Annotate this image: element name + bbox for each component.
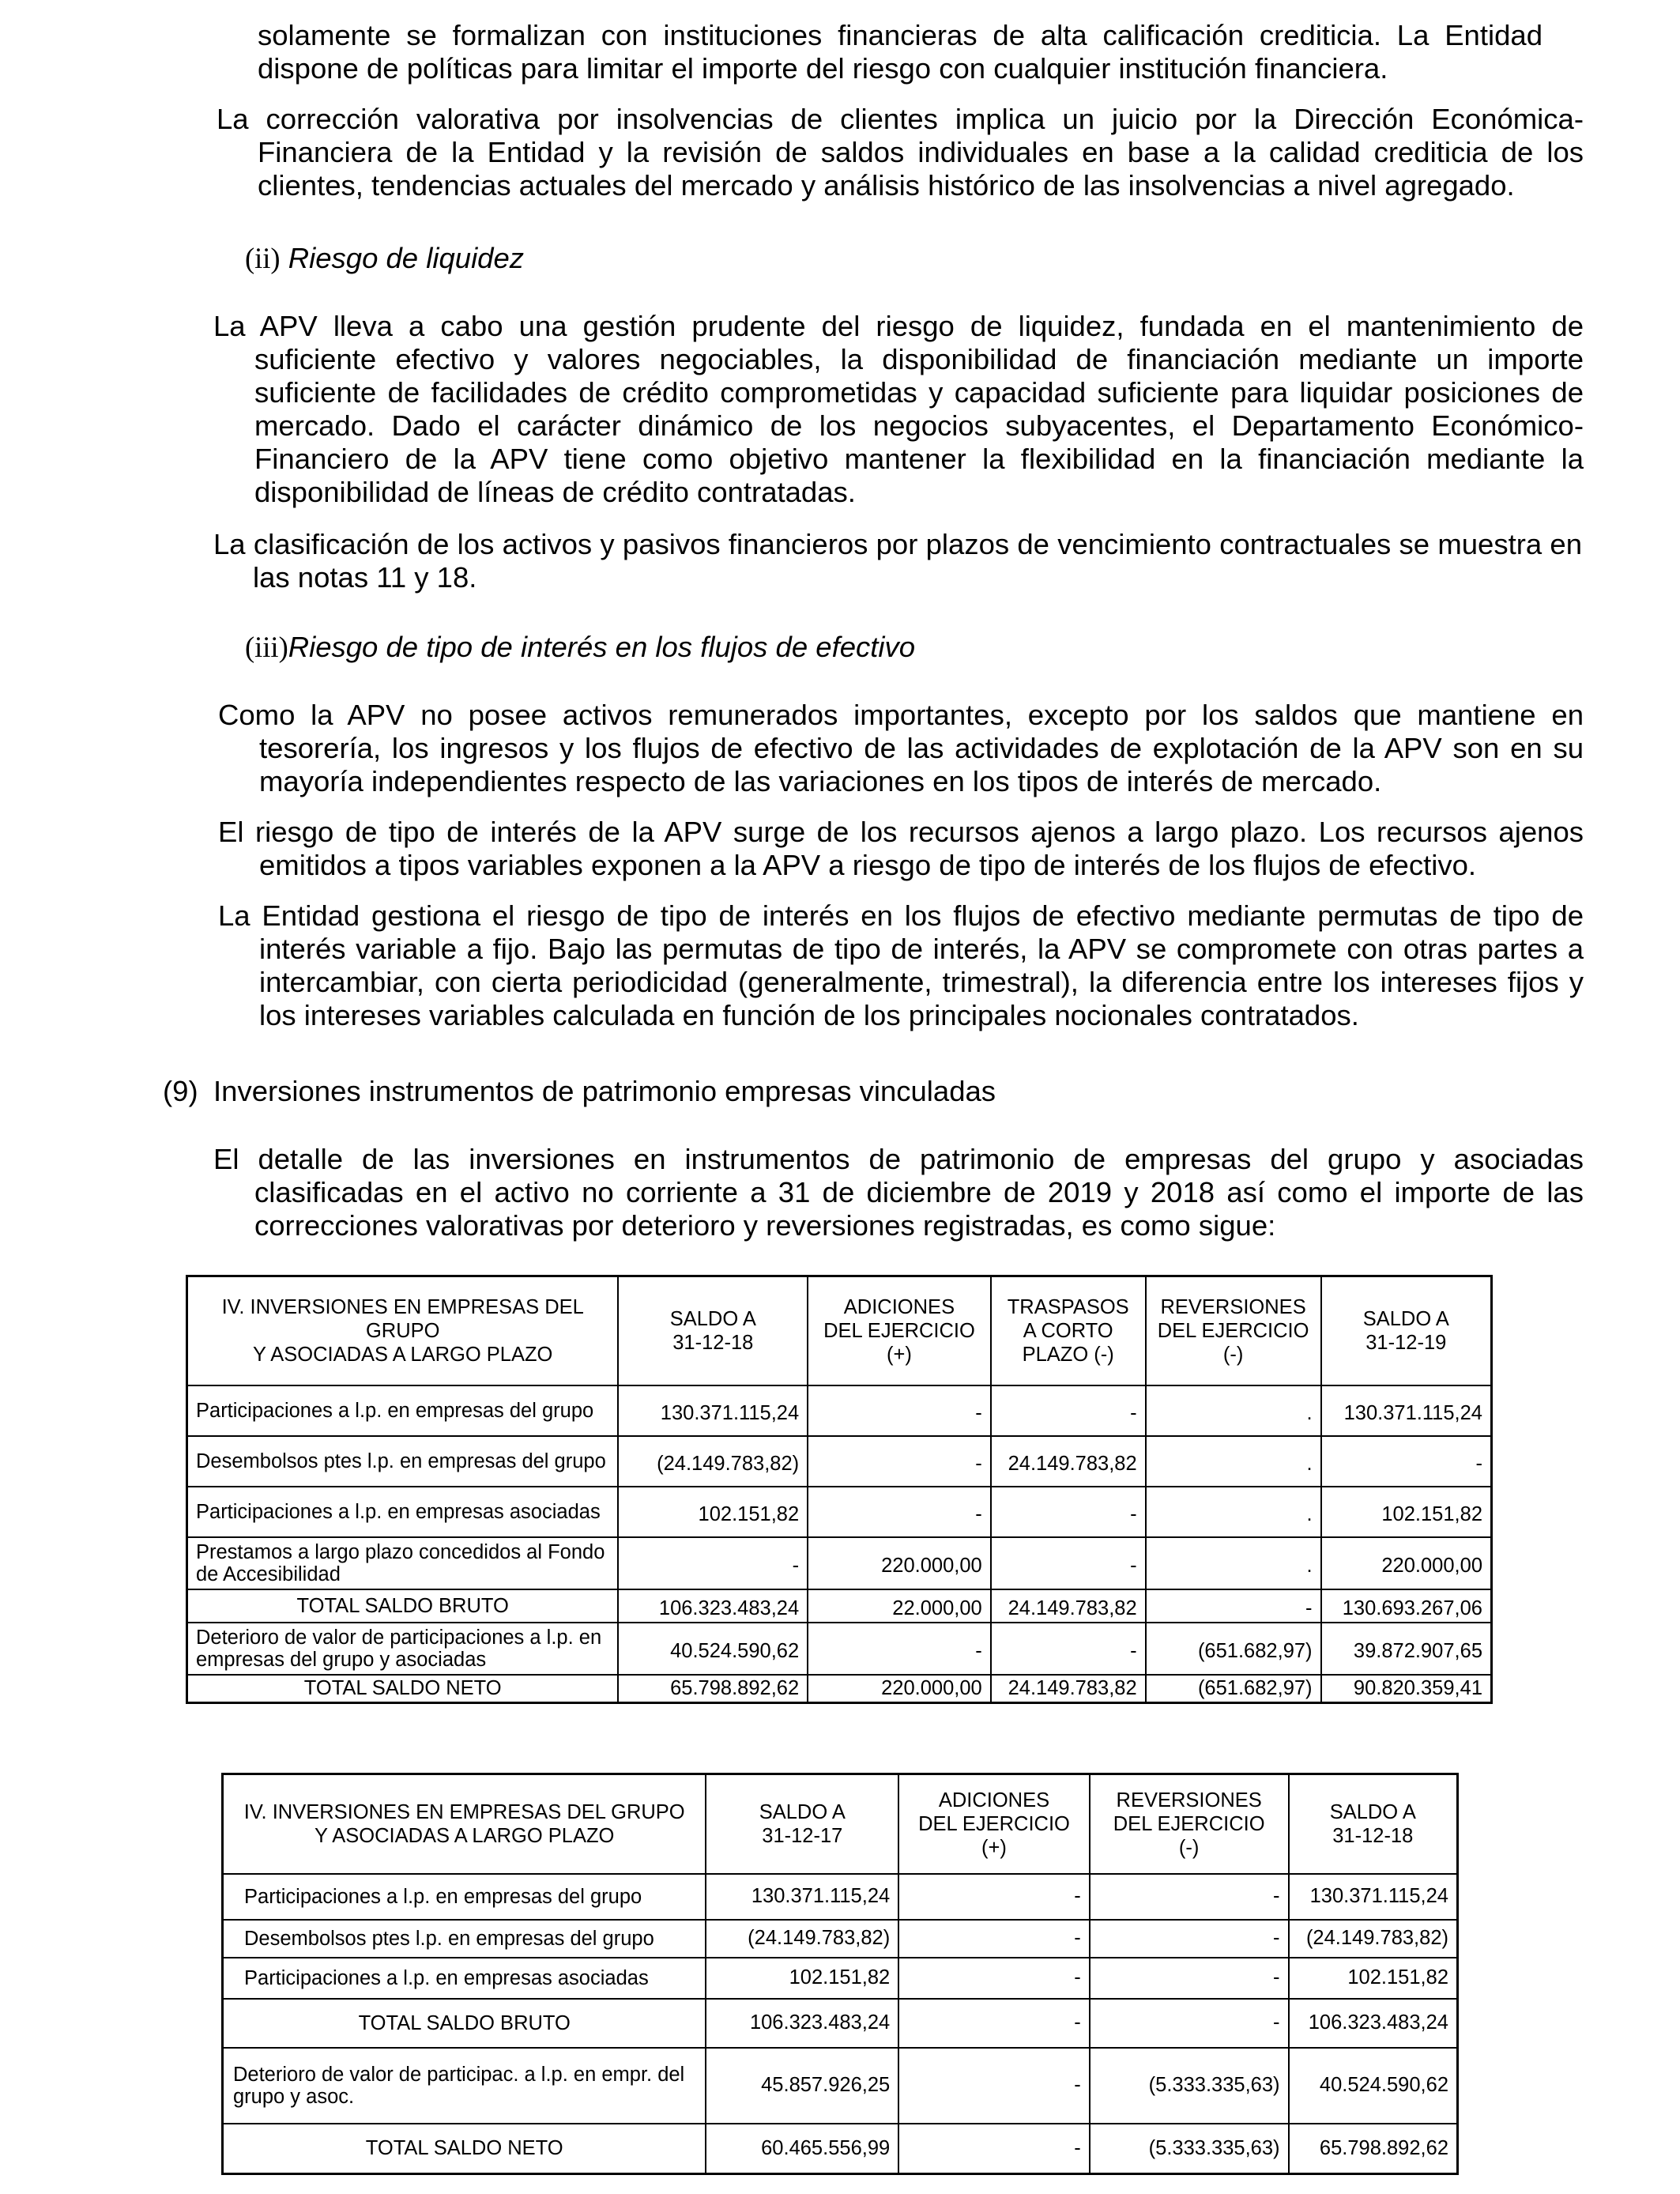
cell-value: (5.333.335,63): [1090, 2124, 1289, 2174]
cell-value: -: [808, 1385, 991, 1436]
cell-value: 24.149.783,82: [991, 1436, 1146, 1487]
subheading-interest-rate-risk: [245, 631, 915, 664]
cell-value: (24.149.783,82): [618, 1436, 808, 1487]
cell-value: -: [1090, 1999, 1289, 2048]
paragraph-remunerated-assets: Como la APV no posee activos remunerados importantes, excepto por los saldos que mantiene en tesorería, los ingresos y los flujos de efectivo de las actividades de explotación de la APV son en su mayoría independientes respecto de las variaciones en los tipos de interés de mercado.: [218, 699, 1584, 797]
row-label: Desembolsos ptes l.p. en empresas del grupo: [223, 1920, 706, 1958]
row-label: Participaciones a l.p. en empresas del grupo: [187, 1385, 619, 1436]
cell-value: 65.798.892,62: [618, 1675, 808, 1703]
cell-value: (651.682,97): [1146, 1675, 1321, 1703]
cell-value: 130.371.115,24: [706, 1874, 898, 1920]
paragraph-interest-swaps: La Entidad gestiona el riesgo de tipo de interés en los flujos de efectivo mediante permutas de tipo de interés variable a fijo. Bajo las permutas de tipo de interés, la APV se compromete con otras partes a intercambiar, con cierta periodicidad (generalmente, trimestral), la diferencia entre los intereses fijos y los intereses variables calculada en función de los principales nocionales contratados.: [218, 899, 1584, 1031]
cell-value: (24.149.783,82): [1289, 1920, 1458, 1958]
cell-value: 22.000,00: [808, 1589, 991, 1623]
row-label: Prestamos a largo plazo concedidos al Fondo de Accesibilidad: [187, 1537, 619, 1589]
cell-value: .: [1146, 1487, 1321, 1537]
cell-value: -: [898, 2048, 1090, 2124]
subheading-liquidity-risk: [245, 242, 524, 275]
cell-value: 106.323.483,24: [1289, 1999, 1458, 2048]
cell-value: 60.465.556,99: [706, 2124, 898, 2174]
table-row: [223, 1958, 1458, 1999]
row-label: TOTAL SALDO BRUTO: [187, 1589, 619, 1623]
section-heading-investments: [163, 1075, 996, 1108]
table-header-row: [187, 1276, 1492, 1385]
cell-value: -: [1321, 1436, 1492, 1487]
cell-value: 40.524.590,62: [1289, 2048, 1458, 2124]
header-cell-concept: IV. INVERSIONES EN EMPRESAS DEL GRUPO Y ASOCIADAS A LARGO PLAZO: [223, 1774, 706, 1874]
cell-value: -: [991, 1487, 1146, 1537]
cell-value: -: [1090, 1920, 1289, 1958]
header-cell-opening-balance: SALDO A 31-12-18: [618, 1276, 808, 1385]
header-cell-closing-balance: SALDO A 31-12-19: [1321, 1276, 1492, 1385]
paragraph-liquidity-management: La APV lleva a cabo una gestión prudente del riesgo de liquidez, fundada en el mantenimiento de suficiente efectivo y valores negociables, la disponibilidad de financiación mediante un importe suficiente de facilidades de crédito comprometidas y capacidad suficiente para liquidar posiciones de mercado. Dado el carácter dinámico de los negocios subyacentes, el Departamento Económico-Financiero de la APV tiene como objetivo mantener la flexibilidad en la financiación mediante la disponibilidad de líneas de crédito contratadas.: [213, 310, 1584, 508]
cell-value: 102.151,82: [706, 1958, 898, 1999]
cell-value: -: [1090, 1958, 1289, 1999]
header-cell-additions: ADICIONES DEL EJERCICIO (+): [808, 1276, 991, 1385]
table-row: [223, 1874, 1458, 1920]
cell-value: -: [898, 1958, 1090, 1999]
row-label: Deterioro de valor de participaciones a l.p. en empresas del grupo y asociadas: [187, 1623, 619, 1675]
table-row: [187, 1436, 1492, 1487]
subheading-title: Riesgo de liquidez: [288, 242, 525, 274]
header-cell-reversals: REVERSIONES DEL EJERCICIO (-): [1146, 1276, 1321, 1385]
cell-value: 102.151,82: [1321, 1487, 1492, 1537]
cell-value: (651.682,97): [1146, 1623, 1321, 1675]
cell-value: -: [618, 1537, 808, 1589]
table-row: [187, 1385, 1492, 1436]
header-cell-reversals: REVERSIONES DEL EJERCICIO (-): [1090, 1774, 1289, 1874]
cell-value: -: [991, 1385, 1146, 1436]
table-row-total-gross: [223, 1999, 1458, 2048]
cell-value: 106.323.483,24: [618, 1589, 808, 1623]
cell-value: 40.524.590,62: [618, 1623, 808, 1675]
cell-value: 130.371.115,24: [1321, 1385, 1492, 1436]
row-label: TOTAL SALDO NETO: [223, 2124, 706, 2174]
cell-value: 102.151,82: [1289, 1958, 1458, 1999]
cell-value: -: [1090, 1874, 1289, 1920]
cell-value: 220.000,00: [808, 1537, 991, 1589]
cell-value: 106.323.483,24: [706, 1999, 898, 2048]
subheading-title: Riesgo de tipo de interés en los flujos de efectivo: [288, 631, 916, 663]
cell-value: 130.371.115,24: [1289, 1874, 1458, 1920]
cell-value: 90.820.359,41: [1321, 1675, 1492, 1703]
cell-value: 220.000,00: [808, 1675, 991, 1703]
cell-value: .: [1146, 1537, 1321, 1589]
row-label: Participaciones a l.p. en empresas asociadas: [223, 1958, 706, 1999]
cell-value: 102.151,82: [618, 1487, 808, 1537]
table-row-total-gross: [187, 1589, 1492, 1623]
table-row: [223, 1920, 1458, 1958]
row-label: Participaciones a l.p. en empresas del grupo: [223, 1874, 706, 1920]
row-label: Participaciones a l.p. en empresas asociadas: [187, 1487, 619, 1537]
investments-table-2019: [186, 1275, 1493, 1704]
row-label: TOTAL SALDO NETO: [187, 1675, 619, 1703]
cell-value: (5.333.335,63): [1090, 2048, 1289, 2124]
cell-value: 39.872.907,65: [1321, 1623, 1492, 1675]
header-cell-additions: ADICIONES DEL EJERCICIO (+): [898, 1774, 1090, 1874]
cell-value: 24.149.783,82: [991, 1589, 1146, 1623]
table-row: [187, 1537, 1492, 1589]
table-row-total-net: [187, 1675, 1492, 1703]
cell-value: -: [898, 2124, 1090, 2174]
cell-value: -: [898, 1999, 1090, 2048]
paragraph-long-term-resources: El riesgo de tipo de interés de la APV surge de los recursos ajenos a largo plazo. Los recursos ajenos emitidos a tipos variables exponen a la APV a riesgo de tipo de interés de los flujos de efectivo.: [218, 816, 1584, 881]
paragraph-insolvency-correction: La corrección valorativa por insolvencias de clientes implica un juicio por la Dirección Económica-Financiera de la Entidad y la revisión de saldos individuales en base a la calidad crediticia de los clientes, tendencias actuales del mercado y análisis histórico de las insolvencias a nivel agregado.: [217, 103, 1584, 202]
header-cell-transfers: TRASPASOS A CORTO PLAZO (-): [991, 1276, 1146, 1385]
cell-value: (24.149.783,82): [706, 1920, 898, 1958]
subheading-number: (iii): [245, 631, 288, 663]
cell-value: -: [898, 1874, 1090, 1920]
header-cell-closing-balance: SALDO A 31-12-18: [1289, 1774, 1458, 1874]
paragraph-credit-institutions: solamente se formalizan con instituciones financieras de alta calificación crediticia. La Entidad dispone de políticas para limitar el importe del riesgo con cualquier institución financiera.: [258, 19, 1543, 85]
paragraph-investment-detail: El detalle de las inversiones en instrumentos de patrimonio de empresas del grupo y asociadas clasificadas en el activo no corriente a 31 de diciembre de 2019 y 2018 así como el importe de las correcciones valorativas por deterioro y reversiones registradas, es como sigue:: [213, 1143, 1584, 1242]
table-header-row: [223, 1774, 1458, 1874]
cell-value: 45.857.926,25: [706, 2048, 898, 2124]
cell-value: 130.371.115,24: [618, 1385, 808, 1436]
cell-value: -: [808, 1487, 991, 1537]
cell-value: -: [991, 1537, 1146, 1589]
cell-value: -: [898, 1920, 1090, 1958]
section-number: (9): [163, 1075, 198, 1107]
cell-value: -: [808, 1436, 991, 1487]
section-title: Inversiones instrumentos de patrimonio empresas vinculadas: [213, 1075, 996, 1107]
subheading-number: (ii): [245, 242, 281, 274]
table-row: [187, 1623, 1492, 1675]
cell-value: .: [1146, 1385, 1321, 1436]
cell-value: -: [1146, 1589, 1321, 1623]
row-label: TOTAL SALDO BRUTO: [223, 1999, 706, 2048]
header-cell-opening-balance: SALDO A 31-12-17: [706, 1774, 898, 1874]
cell-value: 24.149.783,82: [991, 1675, 1146, 1703]
cell-value: 220.000,00: [1321, 1537, 1492, 1589]
cell-value: -: [991, 1623, 1146, 1675]
table-row-total-net: [223, 2124, 1458, 2174]
cell-value: .: [1146, 1436, 1321, 1487]
paragraph-maturity-classification: La clasificación de los activos y pasivos financieros por plazos de vencimiento contractuales se muestra en las notas 11 y 18.: [213, 528, 1582, 594]
table-row: [187, 1487, 1492, 1537]
row-label: Desembolsos ptes l.p. en empresas del grupo: [187, 1436, 619, 1487]
row-label: Deterioro de valor de participac. a l.p. en empr. del grupo y asoc.: [223, 2048, 706, 2124]
table-row: [223, 2048, 1458, 2124]
header-cell-concept: IV. INVERSIONES EN EMPRESAS DEL GRUPO Y ASOCIADAS A LARGO PLAZO: [187, 1276, 619, 1385]
cell-value: 130.693.267,06: [1321, 1589, 1492, 1623]
cell-value: 65.798.892,62: [1289, 2124, 1458, 2174]
investments-table-2018: [221, 1773, 1459, 2175]
cell-value: -: [808, 1623, 991, 1675]
